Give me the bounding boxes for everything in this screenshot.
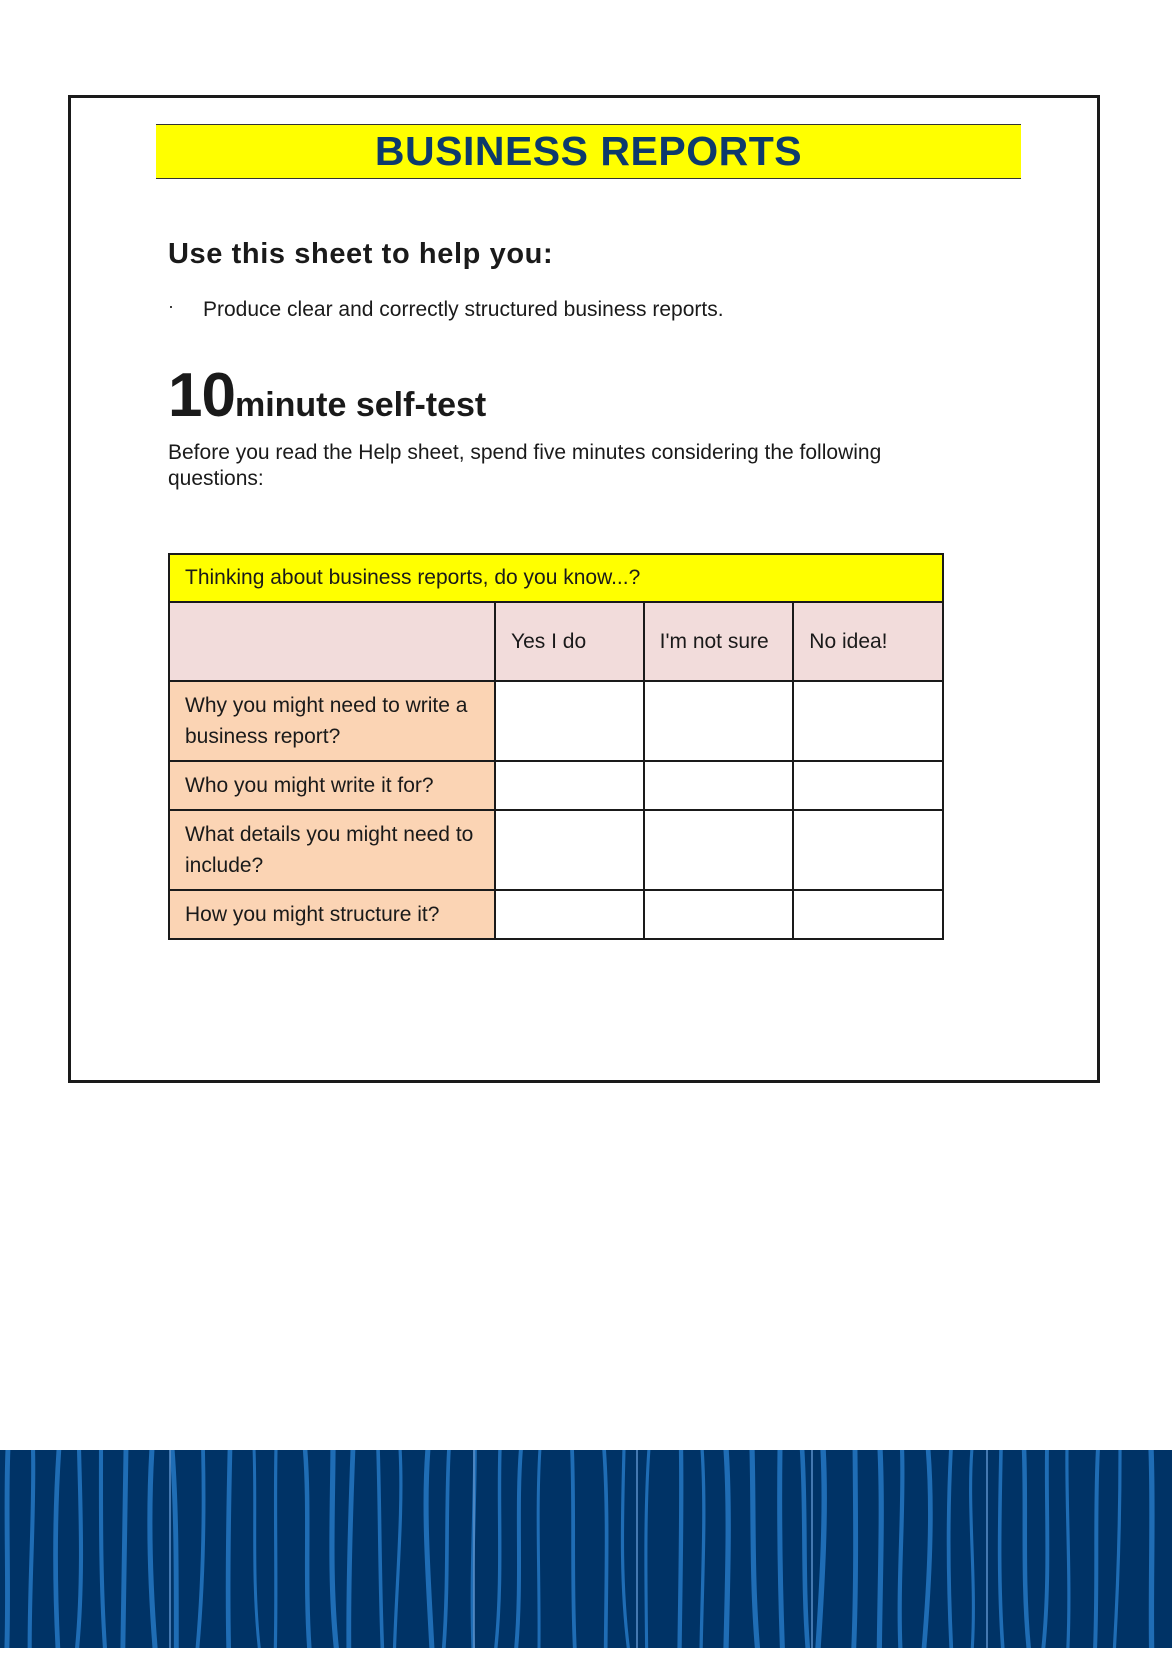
footer-stripe <box>444 1450 449 1648</box>
table-header-row <box>169 602 943 681</box>
answer-cell-no-idea[interactable] <box>793 810 943 890</box>
question-cell: What details you might need to include? <box>169 810 495 890</box>
question-cell: Who you might write it for? <box>169 761 495 810</box>
footer-stripe <box>780 1450 783 1648</box>
table-row <box>169 890 943 939</box>
footer-stripe <box>1067 1450 1069 1648</box>
footer-stripe <box>604 1450 607 1648</box>
answer-cell-yes[interactable] <box>495 890 644 939</box>
page-title: BUSINESS REPORTS <box>374 128 803 174</box>
footer-stripe <box>275 1450 276 1648</box>
table-row <box>169 810 943 890</box>
footer-stripe <box>56 1450 59 1648</box>
footer-stripe <box>150 1450 155 1648</box>
answer-cell-not-sure[interactable] <box>644 761 794 810</box>
question-cell: Why you might need to write a business report? <box>169 681 495 761</box>
footer-stripe <box>622 1450 628 1648</box>
table-caption: Thinking about business reports, do you know...? <box>169 554 943 602</box>
answer-cell-yes[interactable] <box>495 761 644 810</box>
answer-cell-yes[interactable] <box>495 810 644 890</box>
footer-stripe <box>30 1450 34 1648</box>
table-row <box>169 761 943 810</box>
footer-stripe <box>854 1450 856 1648</box>
footer-stripe <box>971 1450 974 1648</box>
self-test-heading <box>168 360 486 431</box>
footer-stripe <box>197 1450 203 1648</box>
footer-stripe <box>680 1450 682 1648</box>
self-test-instructions: Before you read the Help sheet, spend five minutes considering the following questions: <box>168 441 882 490</box>
table-caption-row <box>169 554 943 602</box>
footer-stripe <box>949 1450 952 1648</box>
footer-stripe <box>305 1450 309 1648</box>
footer-stripe <box>101 1450 105 1648</box>
use-sheet-heading: Use this sheet to help you: <box>168 238 554 270</box>
stripe-pattern-icon <box>0 1450 1172 1648</box>
footer-stripe <box>818 1450 824 1648</box>
footer-stripe <box>496 1450 500 1648</box>
footer-stripe <box>1000 1450 1003 1648</box>
bullet-dot-icon: · <box>168 296 174 316</box>
answer-cell-not-sure[interactable] <box>644 810 794 890</box>
footer-stripe <box>879 1450 881 1648</box>
self-test-table <box>168 553 944 940</box>
answer-cell-not-sure[interactable] <box>644 890 794 939</box>
answer-cell-yes[interactable] <box>495 681 644 761</box>
footer-stripe <box>7 1450 8 1648</box>
footer-stripe <box>123 1450 126 1648</box>
column-header-not-sure: I'm not sure <box>644 602 794 681</box>
table-row <box>169 681 943 761</box>
column-header-yes: Yes I do <box>495 602 644 681</box>
footer-stripe <box>538 1450 540 1648</box>
answer-cell-no-idea[interactable] <box>793 681 943 761</box>
footer-stripe <box>516 1450 521 1648</box>
footer-stripe <box>378 1450 382 1648</box>
footer-stripe <box>1043 1450 1047 1648</box>
footer-stripe <box>426 1450 432 1648</box>
self-test-number: 10 <box>168 361 235 430</box>
footer-stripe <box>332 1450 337 1648</box>
footer-stripe <box>254 1450 259 1648</box>
header-blank-cell <box>169 602 495 681</box>
footer-stripe <box>172 1450 176 1648</box>
footer-stripe <box>802 1450 808 1648</box>
column-header-no-idea: No idea! <box>793 602 943 681</box>
question-cell: How you might structure it? <box>169 890 495 939</box>
footer-stripe <box>572 1450 575 1648</box>
footer-stripe <box>1095 1450 1098 1648</box>
title-banner <box>156 124 1021 179</box>
bullet-text: Produce clear and correctly structured business reports. <box>203 298 724 321</box>
footer-stripe <box>726 1450 728 1648</box>
footer-stripe <box>1024 1450 1029 1648</box>
footer-stripe <box>646 1450 649 1648</box>
footer-stripe <box>77 1450 81 1648</box>
answer-cell-no-idea[interactable] <box>793 890 943 939</box>
footer-stripe <box>924 1450 931 1648</box>
footer-stripe <box>349 1450 353 1648</box>
footer-stripe <box>1151 1450 1152 1648</box>
footer-stripe <box>228 1450 230 1648</box>
footer-stripe <box>701 1450 704 1648</box>
decorative-footer-band <box>0 1450 1172 1648</box>
answer-cell-not-sure[interactable] <box>644 681 794 761</box>
footer-stripe <box>394 1450 400 1648</box>
footer-stripe <box>1114 1450 1120 1648</box>
self-test-title: minute self-test <box>234 386 487 424</box>
footer-stripe <box>752 1450 758 1648</box>
answer-cell-no-idea[interactable] <box>793 761 943 810</box>
footer-stripe <box>900 1450 903 1648</box>
